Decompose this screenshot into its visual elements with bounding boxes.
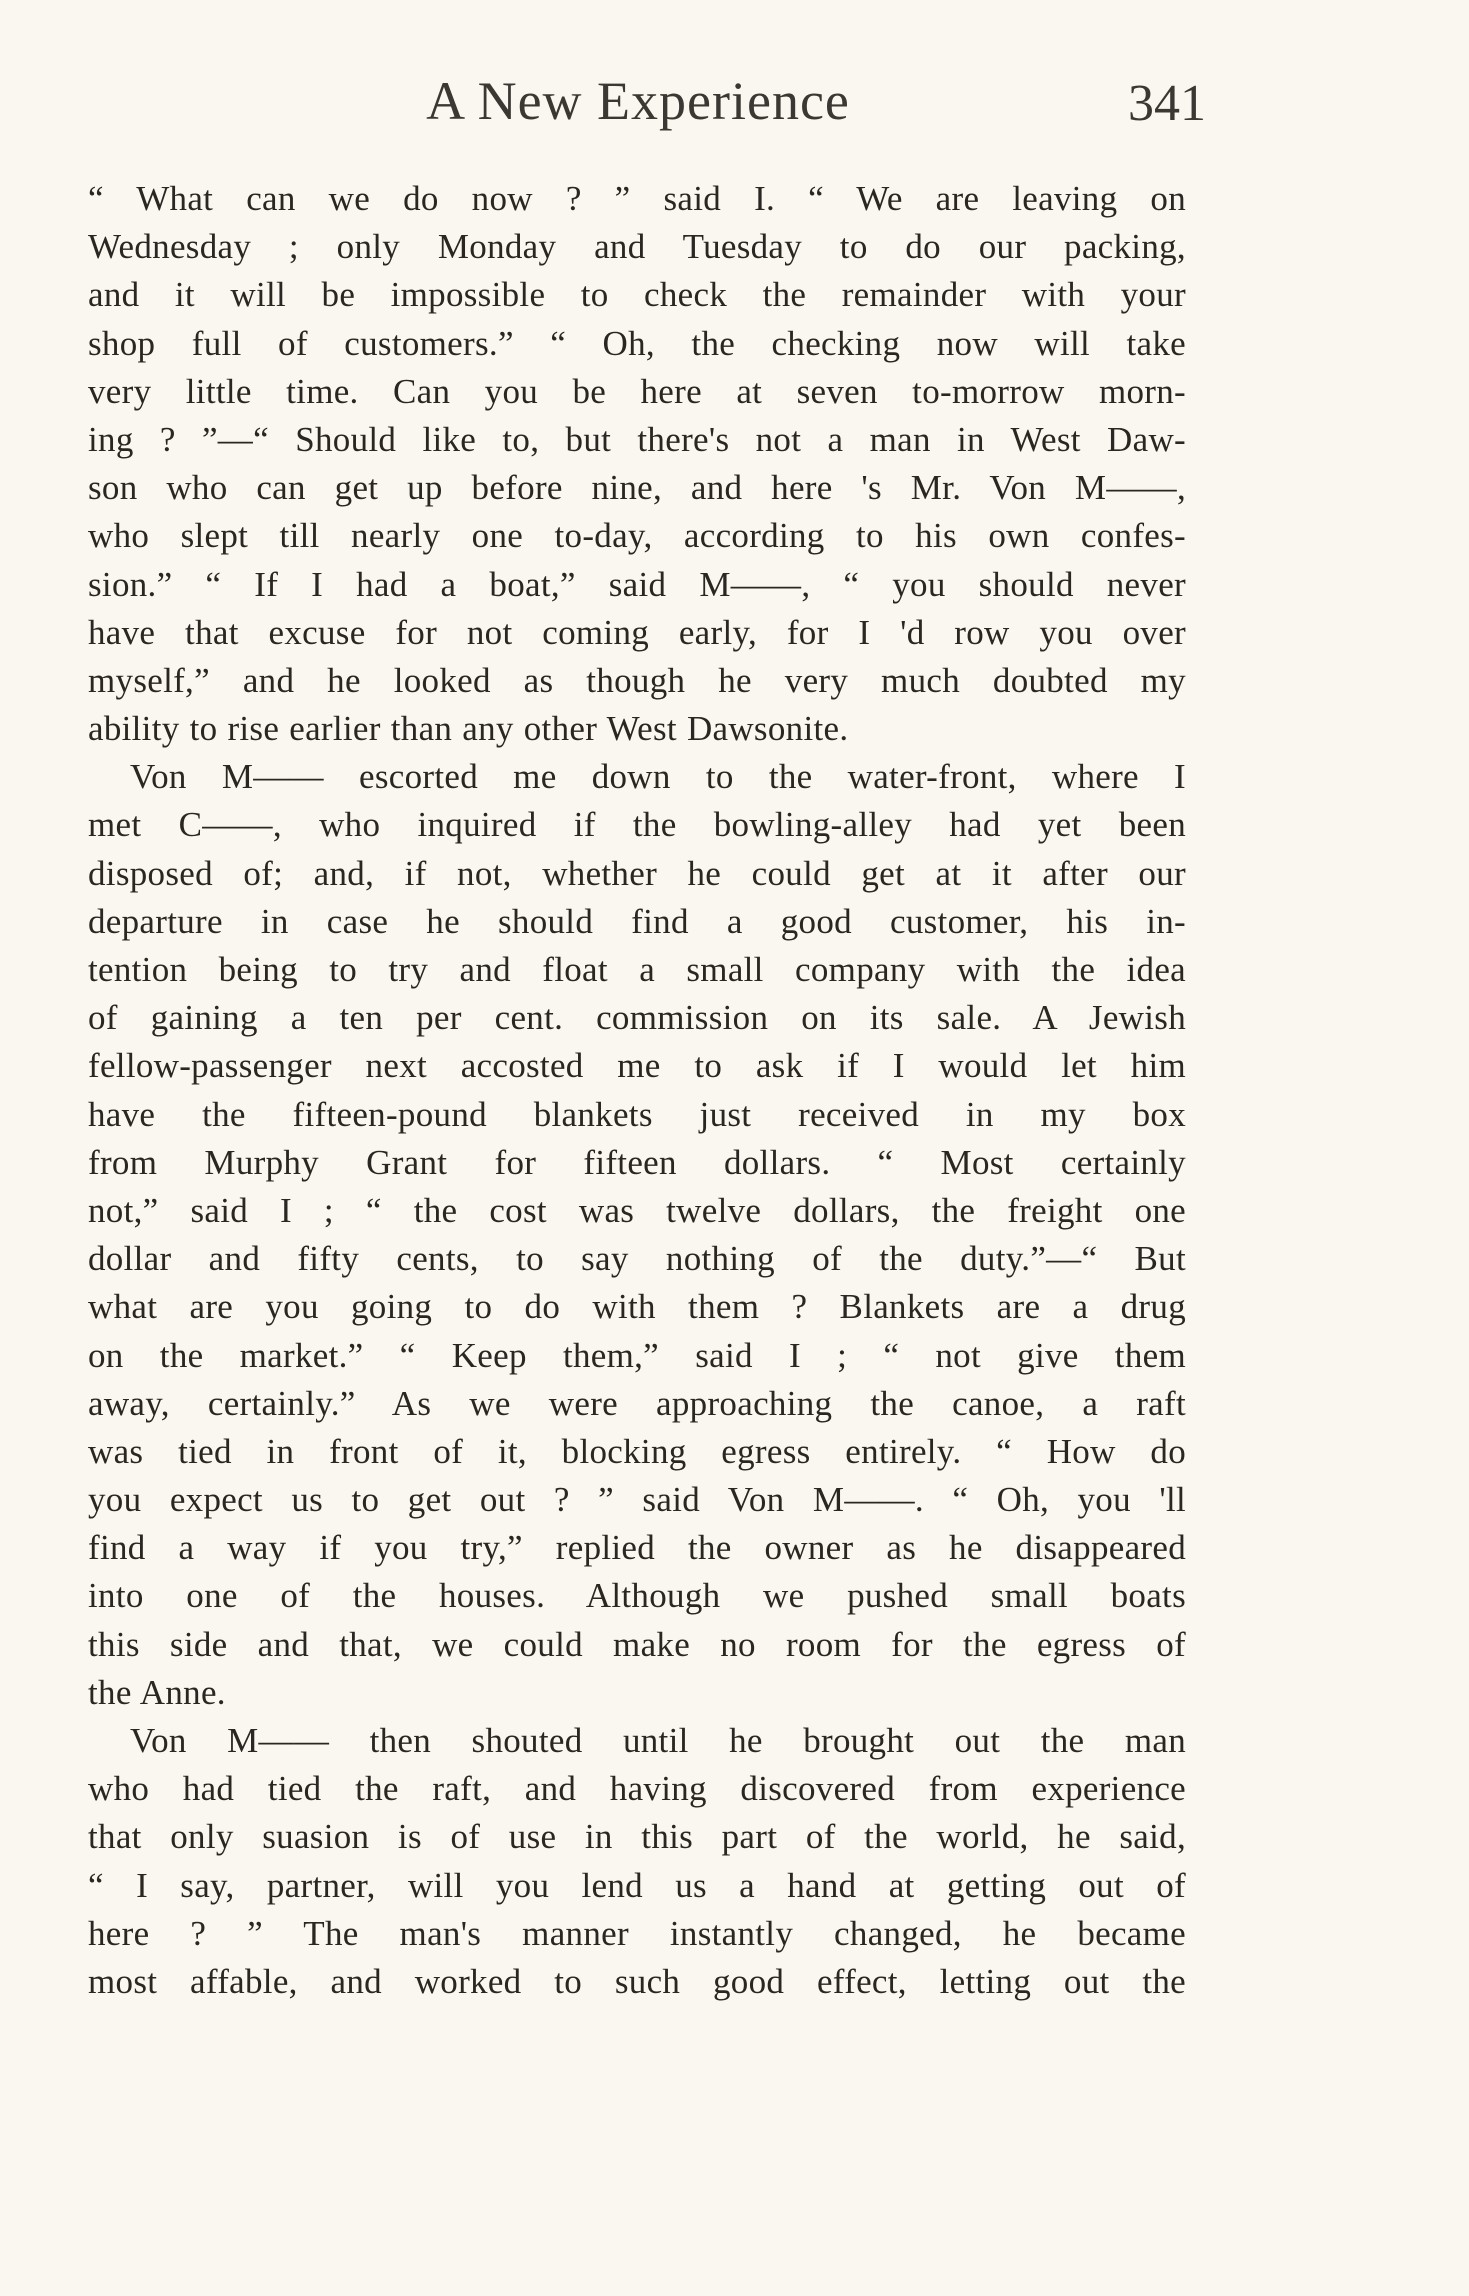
text-line: have the fifteen-pound blankets just received in my box — [88, 1094, 1186, 1134]
text-line: away, certainly.” As we were approaching the canoe, a raft — [88, 1383, 1186, 1423]
text-line: that only suasion is of use in this part of the world, he said, — [88, 1817, 1186, 1857]
text-line: Wednesday ; only Monday and Tuesday to do our packing, — [88, 227, 1186, 267]
text-line: most affable, and worked to such good effect, letting out the — [88, 1961, 1186, 2001]
text-line: on the market.” “ Keep them,” said I ; “ not give them — [88, 1335, 1186, 1375]
text-line: this side and that, we could make no room for the egress of — [88, 1624, 1186, 1664]
text-line: have that excuse for not coming early, for I 'd row you over — [88, 612, 1186, 652]
text-line: was tied in front of it, blocking egress entirely. “ How do — [88, 1431, 1186, 1471]
text-line: who slept till nearly one to-day, according to his own confes- — [88, 516, 1186, 556]
page-number: 341 — [1128, 75, 1206, 132]
text-line: shop full of customers.” “ Oh, the checking now will take — [88, 323, 1186, 363]
text-line: fellow-passenger next accosted me to ask if I would let him — [88, 1046, 1186, 1086]
text-line: met C——, who inquired if the bowling-alley had yet been — [88, 805, 1186, 845]
text-line: ability to rise earlier than any other West Dawsonite. — [88, 709, 849, 749]
text-line: and it will be impossible to check the remainder with your — [88, 275, 1186, 315]
text-line: Von M—— escorted me down to the water-front, where I — [130, 757, 1186, 797]
text-line: find a way if you try,” replied the owner as he disappeared — [88, 1528, 1186, 1568]
text-line: what are you going to do with them ? Blankets are a drug — [88, 1287, 1186, 1327]
text-line: son who can get up before nine, and here 's Mr. Von M——, — [88, 468, 1186, 508]
text-line: sion.” “ If I had a boat,” said M——, “ you should never — [88, 564, 1186, 604]
text-line: disposed of; and, if not, whether he could get at it after our — [88, 853, 1186, 893]
text-line: the Anne. — [88, 1672, 226, 1712]
text-line: from Murphy Grant for fifteen dollars. “ Most certainly — [88, 1142, 1186, 1182]
chapter-title: A New Experience — [426, 71, 850, 131]
text-line: very little time. Can you be here at seven to-morrow morn- — [88, 371, 1186, 411]
text-line: tention being to try and float a small company with the idea — [88, 950, 1186, 989]
text-line: of gaining a ten per cent. commission on its sale. A Jewish — [88, 998, 1186, 1038]
text-line: Von M—— then shouted until he brought out the man — [130, 1721, 1186, 1760]
text-line: “ What can we do now ? ” said I. “ We are leaving on — [88, 179, 1186, 218]
text-line: departure in case he should find a good customer, his in- — [88, 901, 1186, 941]
body-text — [88, 175, 1186, 2006]
text-line: not,” said I ; “ the cost was twelve dollars, the freight one — [88, 1190, 1186, 1230]
text-line: who had tied the raft, and having discovered from experience — [88, 1769, 1186, 1809]
text-line: you expect us to get out ? ” said Von M——. “ Oh, you 'll — [88, 1480, 1186, 1520]
text-line: ing ? ”—“ Should like to, but there's not a man in West Daw- — [88, 419, 1186, 459]
text-line: dollar and fifty cents, to say nothing of the duty.”—“ But — [88, 1239, 1186, 1279]
text-line: “ I say, partner, will you lend us a hand at getting out of — [88, 1865, 1186, 1905]
text-line: myself,” and he looked as though he very much doubted my — [88, 660, 1186, 700]
text-line: into one of the houses. Although we pushed small boats — [88, 1576, 1186, 1616]
running-head — [90, 70, 1206, 140]
text-line: here ? ” The man's manner instantly changed, he became — [88, 1913, 1186, 1953]
